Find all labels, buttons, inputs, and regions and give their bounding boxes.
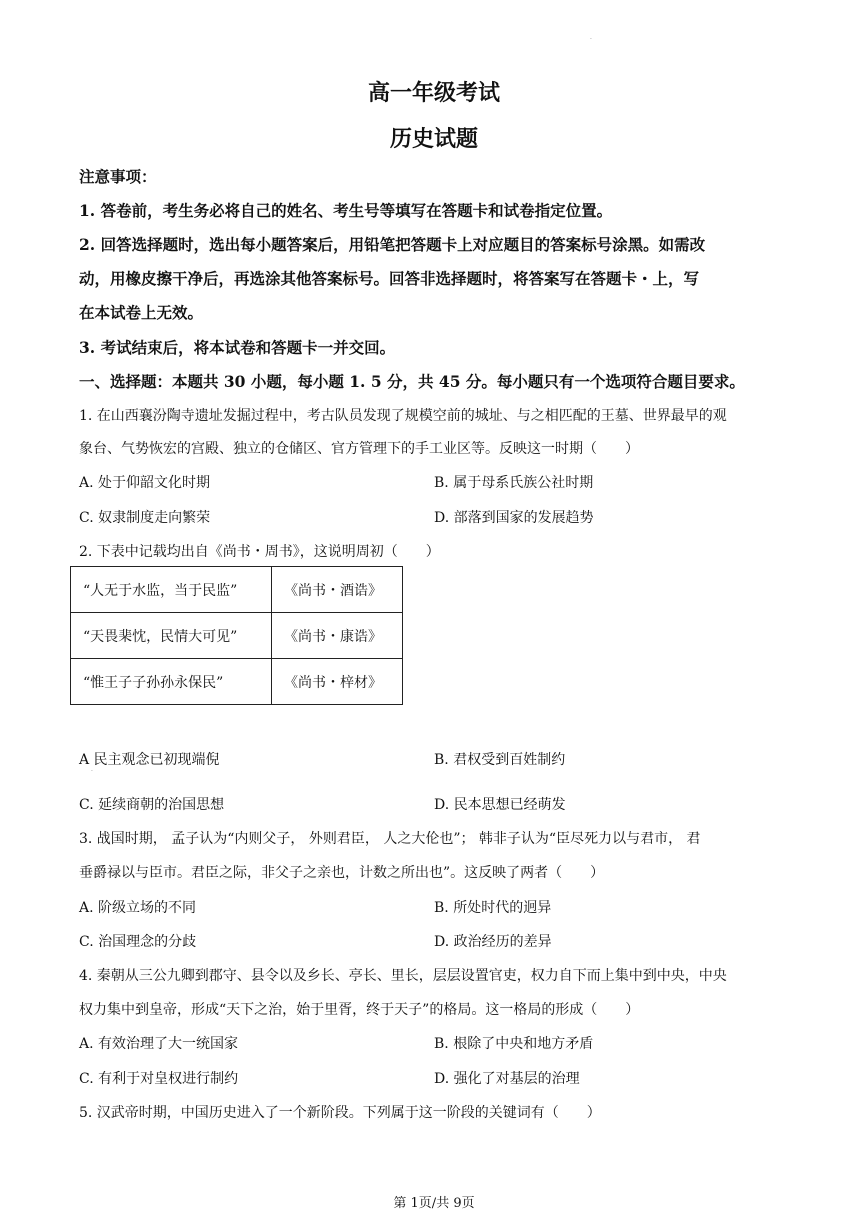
option-b[interactable]: B. 所处时代的迥异 [434, 900, 552, 916]
notice-item: 2. 回答选择题时，选出每小题答案后，用铅笔把答题卡上对应题目的答案标号涂黑。如需改 [79, 235, 706, 254]
option-d[interactable]: D. 强化了对基层的治理 [434, 1071, 580, 1087]
source-cell: 《尚书・康诰》 [272, 613, 403, 659]
question-stem: 5. 汉武帝时期，中国历史进入了一个新阶段。下列属于这一阶段的关键词有（ ） [79, 1105, 601, 1121]
quote-cell: “人无于水监，当于民监” [71, 567, 272, 613]
notice-item: 动，用橡皮擦干净后，再选涂其他答案标号。回答非选择题时，将答案写在答题卡・上，写 [79, 269, 700, 288]
table-row [71, 567, 403, 613]
section-heading: 一、选择题：本题共 30 小题，每小题 1. 5 分，共 45 分。每小题只有一个选项符合题目要求。 [79, 372, 745, 391]
question-stem: 权力集中到皇帝，形成“天下之治，始于里胥，终于天子”的格局。这一格局的形成（ ） [79, 1002, 640, 1018]
option-b[interactable]: B. 根除了中央和地方矛盾 [434, 1036, 594, 1052]
page-number: 第 1页/共 9页 [393, 1196, 475, 1211]
option-a[interactable]: A. 处于仰韶文化时期 [79, 475, 211, 491]
option-a[interactable]: A. 有效治理了大一统国家 [79, 1036, 239, 1052]
question-stem: 1. 在山西襄汾陶寺遗址发掘过程中，考古队员发现了规模空前的城址、与之相匹配的王墓、世界最早的观 [79, 408, 727, 424]
option-c[interactable]: C. 奴隶制度走向繁荣 [79, 510, 211, 526]
option-a[interactable]: A. 阶级立场的不同 [79, 900, 197, 916]
scan-dot: · [91, 768, 93, 775]
exam-subtitle: 历史试题 [389, 126, 478, 152]
quote-cell: “惟王子子孙孙永保民” [71, 659, 272, 705]
question-stem: 2. 下表中记载均出自《尚书・周书》，这说明周初（ ） [79, 544, 440, 560]
question-stem: 4. 秦朝从三公九卿到郡守、县令以及乡长、亭长、里长，层层设置官吏，权力自下而上集中到中央，中央 [79, 968, 727, 984]
quote-table [70, 566, 403, 705]
notice-heading: 注意事项： [79, 167, 157, 186]
option-d[interactable]: D. 政治经历的差异 [434, 934, 552, 950]
notice-item: 3. 考试结束后，将本试卷和答题卡一并交回。 [79, 338, 396, 357]
exam-title: 高一年级考试 [367, 80, 500, 106]
option-a[interactable]: A 民主观念已初现端倪 [79, 752, 220, 768]
table-row [71, 659, 403, 705]
notice-item: 1. 答卷前，考生务必将自己的姓名、考生号等填写在答题卡和试卷指定位置。 [79, 201, 613, 220]
table-row [71, 613, 403, 659]
scan-dot: · [590, 36, 592, 43]
option-c[interactable]: C. 治国理念的分歧 [79, 934, 197, 950]
option-d[interactable]: D. 民本思想已经萌发 [434, 797, 566, 813]
source-cell: 《尚书・酒诰》 [272, 567, 403, 613]
option-c[interactable]: C. 延续商朝的治国思想 [79, 797, 225, 813]
question-stem: 象台、气势恢宏的宫殿、独立的仓储区、官方管理下的手工业区等。反映这一时期（ ） [79, 441, 639, 457]
source-cell: 《尚书・梓材》 [272, 659, 403, 705]
quote-cell: “天畏棐忱，民情大可见” [71, 613, 272, 659]
question-stem: 垂爵禄以与臣市。君臣之际，非父子之亲也，计数之所出也”。这反映了两者（ ） [79, 865, 605, 881]
question-stem: 3. 战国时期， 孟子认为“内则父子， 外则君臣， 人之大伦也”； 韩非子认为“臣尽死力以与君市， 君 [79, 831, 701, 847]
notice-item: 在本试卷上无效。 [79, 303, 204, 322]
option-c[interactable]: C. 有利于对皇权进行制约 [79, 1071, 239, 1087]
option-b[interactable]: B. 属于母系氏族公社时期 [434, 475, 594, 491]
option-b[interactable]: B. 君权受到百姓制约 [434, 752, 566, 768]
option-d[interactable]: D. 部落到国家的发展趋势 [434, 510, 594, 526]
